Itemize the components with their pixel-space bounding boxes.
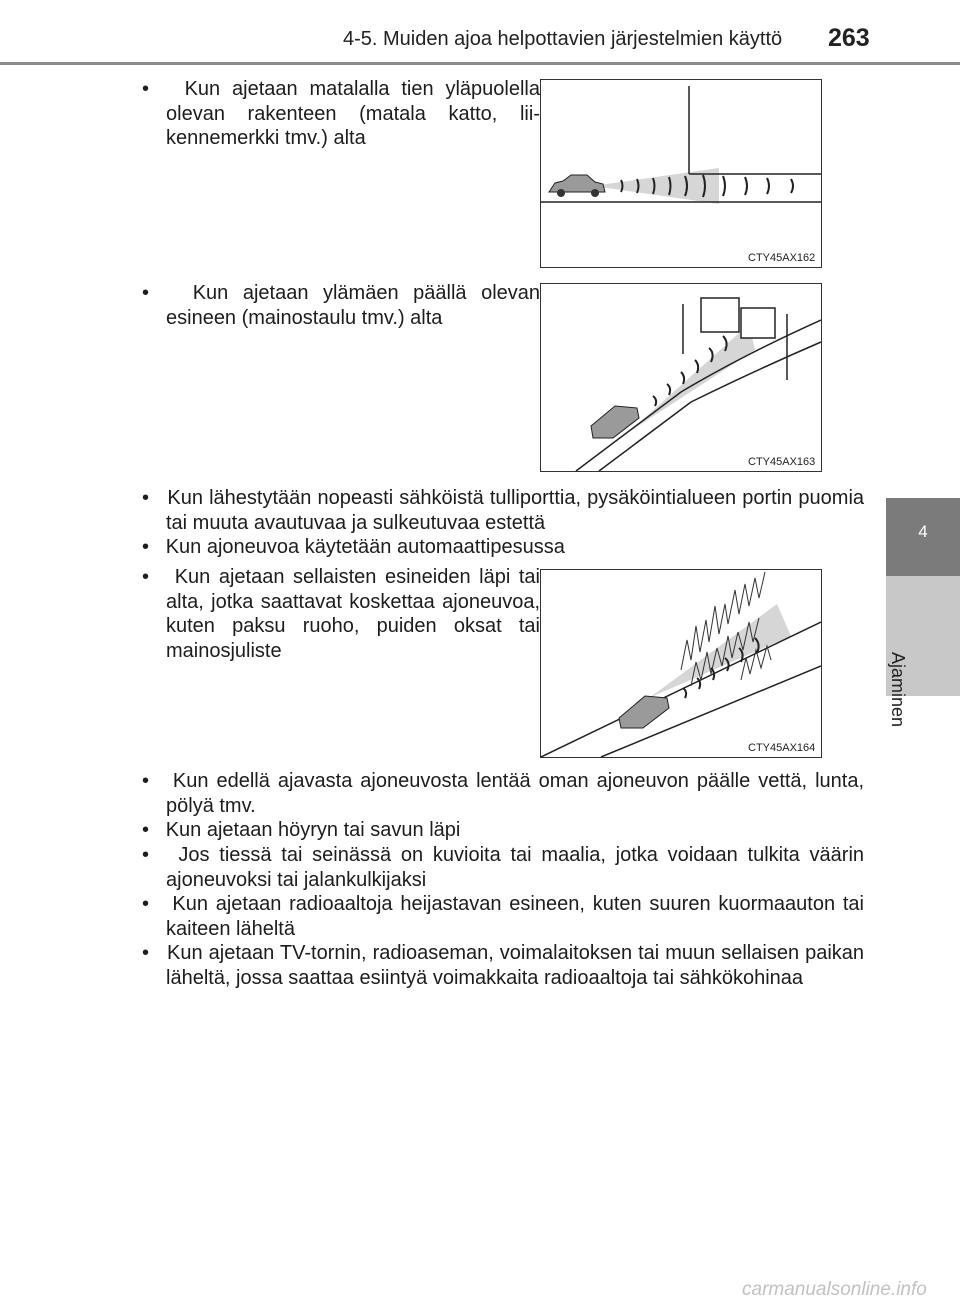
overhead-structure-illustration (541, 80, 821, 267)
list-item-text: Kun lähestytään nopeasti sähköistä tulliporttia, pysäköintialueen portin puomia tai muuta avautuvaa ja sulkeutuvaa estettä (166, 487, 865, 534)
list-item: • Kun lähestytään nopeasti sähköistä tulliporttia, pysäköintialueen portin puomia tai muuta avautuvaa ja sulkeutuvaa estettä (142, 487, 865, 534)
list-item-text: Kun ajoneuvoa käytetään automaattipesussa (165, 536, 565, 558)
chapter-tab (886, 498, 960, 576)
list-item: • Kun ajetaan sellaisten esineiden läpi tai alta, jotka saattavat koskettaa ajoneuvoa, kuten paksu ruoho, puiden oksat tai mainosjuliste (142, 566, 541, 662)
list-item: • Kun edellä ajavasta ajoneuvosta lentää oman ajoneuvon päälle vettä, lunta, pölyä tmv. (142, 770, 864, 817)
list-item: • Kun ajetaan ylämäen päällä olevan esineen (mainostaulu tmv.) alta (142, 282, 541, 329)
figure-caption: CTY45AX163 (748, 456, 816, 468)
page-number: 263 (828, 24, 870, 52)
billboard-illustration (541, 284, 821, 471)
figure-grass-branches (540, 569, 822, 758)
figure-overhead-structure (540, 79, 822, 268)
list-item-text: Kun ajetaan matalalla tien yläpuolella olevan rakenteen (matala katto, liikennemerkki tmv.) alta (166, 78, 540, 149)
figure-billboard-uphill (540, 283, 822, 472)
list-item: • Kun ajetaan matalalla tien yläpuolella olevan rakenteen (matala katto, liikennemerkki tmv.) alta (142, 78, 540, 149)
grass-illustration (541, 570, 821, 757)
figure-caption: CTY45AX164 (748, 742, 816, 754)
list-item-text: Kun ajetaan höyryn tai savun läpi (165, 819, 461, 841)
list-item: • Kun ajetaan TV-tornin, radioaseman, voimalaitoksen tai muun sellaisen paikan läheltä, jossa saattaa esiintyä voimakkaita radioaaltoja tai sähkökohinaa (142, 942, 865, 989)
list-item-text: Kun ajetaan radioaaltoja heijastavan esineen, kuten suuren kuormaauton tai kaiteen läheltä (166, 893, 864, 940)
list-item: • Kun ajetaan höyryn tai savun läpi (142, 819, 461, 841)
list-item-text: Kun ajetaan ylämäen päällä olevan esineen (mainostaulu tmv.) alta (166, 282, 541, 329)
chapter-label: Ajaminen (888, 652, 908, 728)
section-title: 4-5. Muiden ajoa helpottavien järjestelmien käyttö (343, 28, 783, 50)
figure-caption: CTY45AX162 (748, 252, 816, 264)
chapter-label-box (886, 582, 960, 728)
list-item: • Kun ajetaan radioaaltoja heijastavan esineen, kuten suuren kuormaauton tai kaiteen läheltä (142, 893, 864, 940)
list-item: • Kun ajoneuvoa käytetään automaattipesussa (142, 536, 565, 558)
chapter-number: 4 (918, 522, 928, 541)
list-item-text: Kun ajetaan TV-tornin, radioaseman, voimalaitoksen tai muun sellaisen paikan läheltä, jossa saattaa esiintyä voimakkaita radioaaltoja tai sähkökohinaa (166, 942, 865, 989)
list-item: • Jos tiessä tai seinässä on kuvioita tai maalia, jotka voidaan tulkita väärin ajoneuvoksi tai jalankulkijaksi (142, 844, 865, 891)
list-item-text: Kun ajetaan sellaisten esineiden läpi tai alta, jotka saattavat koskettaa ajoneuvoa, kuten paksu ruoho, puiden oksat tai mainosjuliste (166, 566, 541, 662)
header-divider (0, 62, 960, 65)
list-item-text: Jos tiessä tai seinässä on kuvioita tai maalia, jotka voidaan tulkita väärin ajoneuvoksi tai jalankulkijaksi (166, 844, 865, 891)
watermark: carmanualsonline.info (742, 1279, 927, 1300)
list-item-text: Kun edellä ajavasta ajoneuvosta lentää oman ajoneuvon päälle vettä, lunta, pölyä tmv. (166, 770, 864, 817)
